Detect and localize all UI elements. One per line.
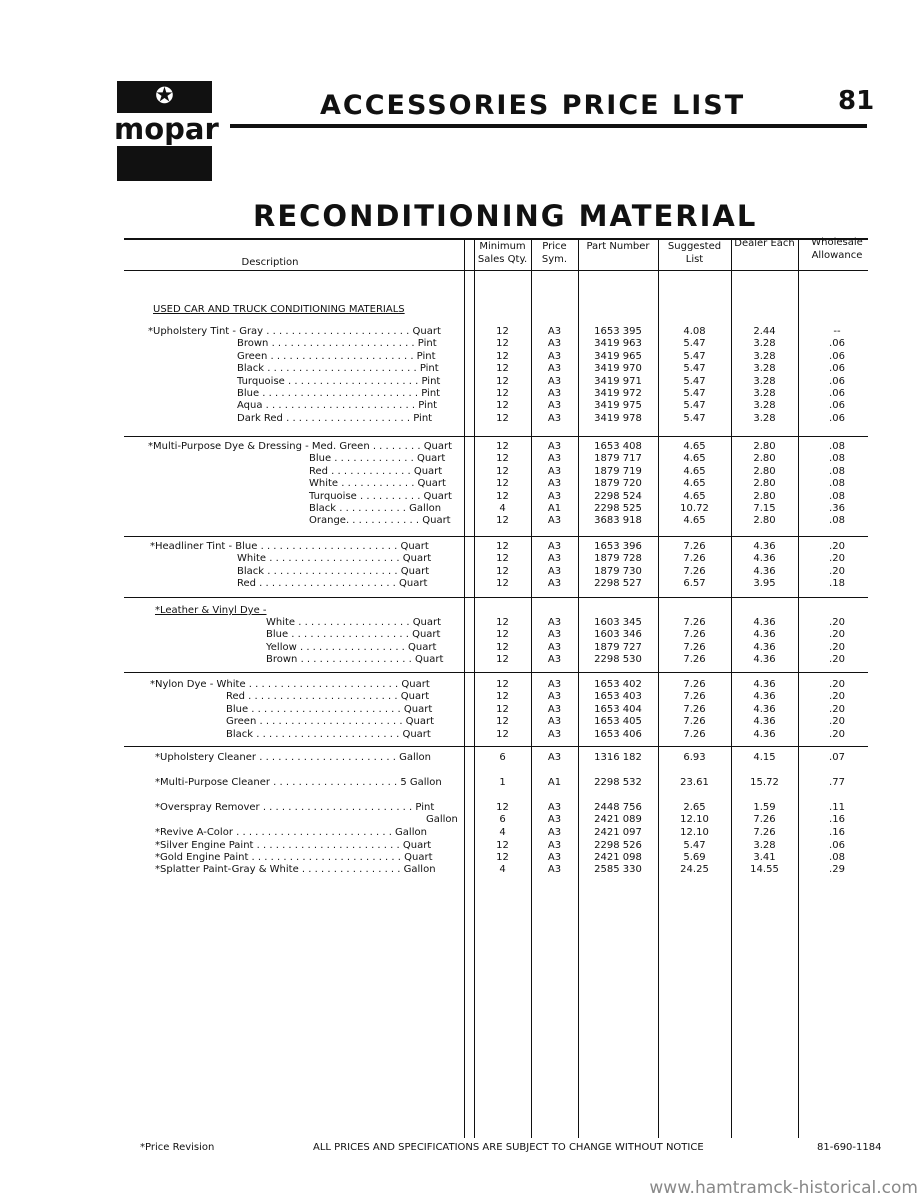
col-header-part-number: Part Number xyxy=(586,241,650,252)
cell-part: 2298 527 xyxy=(594,578,642,590)
cell-sym: A3 xyxy=(547,629,562,641)
cell-part: 1879 730 xyxy=(594,565,642,577)
page-title: ACCESSORIES PRICE LIST xyxy=(320,90,746,121)
cell-part: 2298 526 xyxy=(594,840,642,851)
row-description: *Nylon Dye - White . . . . . . . . . . . . . . . . . . . . . . . . Quart xyxy=(150,679,430,690)
cell-list: 2.65 xyxy=(683,802,706,813)
cell-part: 1653 395 xyxy=(594,326,642,337)
cell-allow: .06 xyxy=(829,375,845,387)
cell-sym: A3 xyxy=(547,679,562,690)
row-description: Aqua . . . . . . . . . . . . . . . . . . . . . . . . Pint xyxy=(237,400,438,412)
cell-qty: 12 xyxy=(496,465,509,477)
group-separator xyxy=(124,746,868,747)
cell-dealer: 3.28 xyxy=(753,363,776,375)
cell-sym: A3 xyxy=(547,840,562,851)
cell-sym: A3 xyxy=(547,363,562,375)
cell-allow: .06 xyxy=(829,388,845,399)
row-description: Blue . . . . . . . . . . . . . . . . . . . Quart xyxy=(266,629,441,641)
cell-sym: A3 xyxy=(547,515,562,527)
row-description: Green . . . . . . . . . . . . . . . . . . . . . . . Pint xyxy=(237,350,436,362)
row-description: Blue . . . . . . . . . . . . . . . . . . . . . . . . . Pint xyxy=(237,388,441,399)
cell-part: 3419 970 xyxy=(594,363,642,375)
cell-sym: A3 xyxy=(547,375,562,387)
subtitle: USED CAR AND TRUCK CONDITIONING MATERIALS xyxy=(153,304,405,315)
cell-sym: A3 xyxy=(547,326,562,337)
row-description: *Upholstery Cleaner . . . . . . . . . . . . . . . . . . . . . . Gallon xyxy=(155,752,431,763)
cell-qty: 12 xyxy=(496,441,509,452)
footer-code: 81-690-1184 xyxy=(817,1142,882,1153)
row-description: Black . . . . . . . . . . . Gallon xyxy=(309,503,442,514)
mopar-logo: mopar xyxy=(114,112,219,146)
row-description: *Splatter Paint-Gray & White . . . . . . . . . . . . . . . . Gallon xyxy=(155,864,436,875)
cell-list: 7.26 xyxy=(683,654,706,666)
cell-list: 24.25 xyxy=(680,864,709,875)
cell-part: 1316 182 xyxy=(594,752,642,763)
cell-sym: A3 xyxy=(547,338,562,350)
row-description: Black . . . . . . . . . . . . . . . . . . . . . . . . Pint xyxy=(237,363,439,375)
cell-list: 6.57 xyxy=(683,578,706,590)
row-description: *Overspray Remover . . . . . . . . . . . . . . . . . . . . . . . . Pint xyxy=(155,802,435,813)
cell-allow: .20 xyxy=(829,703,845,715)
row-description: *Gold Engine Paint . . . . . . . . . . . . . . . . . . . . . . . . Quart xyxy=(155,852,433,863)
cell-qty: 12 xyxy=(496,515,509,527)
cell-qty: 12 xyxy=(496,490,509,502)
cell-allow: .20 xyxy=(829,728,845,740)
cell-allow: .18 xyxy=(829,578,845,590)
cell-part: 1879 727 xyxy=(594,641,642,653)
cell-allow: .06 xyxy=(829,350,845,362)
cell-part: 3419 975 xyxy=(594,400,642,412)
cell-list: 5.47 xyxy=(683,375,706,387)
cell-part: 3683 918 xyxy=(594,515,642,527)
cell-dealer: 4.36 xyxy=(753,691,776,703)
cell-allow: .06 xyxy=(829,338,845,350)
cell-allow: .16 xyxy=(829,814,845,825)
cell-allow: .08 xyxy=(829,465,845,477)
row-description: *Revive A-Color . . . . . . . . . . . . . . . . . . . . . . . . . Gallon xyxy=(155,827,427,838)
cell-dealer: 4.36 xyxy=(753,728,776,740)
cell-qty: 12 xyxy=(496,326,509,337)
cell-list: 12.10 xyxy=(680,827,709,838)
cell-dealer: 4.36 xyxy=(753,629,776,641)
col-header-min-qty: Minimum Sales Qty. xyxy=(477,241,528,265)
cell-part: 1653 396 xyxy=(594,541,642,552)
footer-notice: ALL PRICES AND SPECIFICATIONS ARE SUBJECT TO CHANGE WITHOUT NOTICE xyxy=(313,1142,704,1153)
cell-allow: .20 xyxy=(829,716,845,728)
cell-list: 4.65 xyxy=(683,490,706,502)
cell-part: 1653 403 xyxy=(594,691,642,703)
cell-dealer: 4.36 xyxy=(753,641,776,653)
cell-list: 4.08 xyxy=(683,326,706,337)
cell-sym: A3 xyxy=(547,565,562,577)
cell-qty: 12 xyxy=(496,541,509,552)
cell-dealer: 2.80 xyxy=(753,453,776,465)
cell-list: 7.26 xyxy=(683,553,706,565)
cell-list: 7.26 xyxy=(683,629,706,641)
cell-qty: 12 xyxy=(496,565,509,577)
cell-qty: 4 xyxy=(499,503,506,514)
cell-qty: 12 xyxy=(496,641,509,653)
cell-sym: A3 xyxy=(547,827,562,838)
cell-sym: A3 xyxy=(547,864,562,875)
row-description: White . . . . . . . . . . . . Quart xyxy=(309,478,446,490)
cell-sym: A3 xyxy=(547,617,562,628)
cell-part: 1653 406 xyxy=(594,728,642,740)
col-header-wholesale: Wholesale Allowance xyxy=(811,237,863,261)
cell-dealer: 3.28 xyxy=(753,350,776,362)
cell-qty: 12 xyxy=(496,852,509,863)
cell-sym: A3 xyxy=(547,802,562,813)
cell-allow: .77 xyxy=(829,777,845,788)
cell-part: 1653 404 xyxy=(594,703,642,715)
cell-list: 7.26 xyxy=(683,703,706,715)
group-separator xyxy=(124,536,868,537)
cell-part: 3419 971 xyxy=(594,375,642,387)
row-description: *Silver Engine Paint . . . . . . . . . . . . . . . . . . . . . . . Quart xyxy=(155,840,432,851)
cell-dealer: 2.80 xyxy=(753,515,776,527)
cell-part: 1879 728 xyxy=(594,553,642,565)
col-header-price-sym: Price Sym. xyxy=(541,241,568,265)
pentastar-icon: ✪ xyxy=(155,84,174,109)
cell-allow: .20 xyxy=(829,617,845,628)
cell-allow: .11 xyxy=(829,802,845,813)
cell-qty: 12 xyxy=(496,478,509,490)
row-description: Dark Red . . . . . . . . . . . . . . . . . . . . Pint xyxy=(237,412,433,424)
cell-sym: A3 xyxy=(547,752,562,763)
cell-list: 7.26 xyxy=(683,716,706,728)
cell-sym: A3 xyxy=(547,578,562,590)
cell-part: 3419 965 xyxy=(594,350,642,362)
cell-sym: A3 xyxy=(547,852,562,863)
cell-list: 5.69 xyxy=(683,852,706,863)
logo-bottom-block xyxy=(117,146,212,181)
cell-allow: .20 xyxy=(829,629,845,641)
cell-qty: 12 xyxy=(496,388,509,399)
cell-list: 10.72 xyxy=(680,503,709,514)
cell-sym: A3 xyxy=(547,400,562,412)
row-description: Yellow . . . . . . . . . . . . . . . . . Quart xyxy=(266,641,437,653)
cell-qty: 12 xyxy=(496,400,509,412)
row-description: Blue . . . . . . . . . . . . . . . . . . . . . . . . Quart xyxy=(226,703,433,715)
cell-list: 5.47 xyxy=(683,840,706,851)
cell-qty: 6 xyxy=(499,814,506,825)
cell-qty: 12 xyxy=(496,338,509,350)
cell-part: 1603 345 xyxy=(594,617,642,628)
cell-allow: .36 xyxy=(829,503,845,514)
cell-dealer: 3.28 xyxy=(753,338,776,350)
cell-list: 4.65 xyxy=(683,453,706,465)
cell-list: 7.26 xyxy=(683,541,706,552)
cell-part: 1653 402 xyxy=(594,679,642,690)
cell-dealer: 3.28 xyxy=(753,375,776,387)
cell-allow: .20 xyxy=(829,641,845,653)
section-title: RECONDITIONING MATERIAL xyxy=(253,199,758,233)
cell-sym: A3 xyxy=(547,814,562,825)
row-description: White . . . . . . . . . . . . . . . . . . . . . Quart xyxy=(237,553,432,565)
cell-qty: 12 xyxy=(496,840,509,851)
col-header-description: Description xyxy=(241,257,299,268)
cell-allow: .20 xyxy=(829,679,845,690)
cell-list: 5.47 xyxy=(683,412,706,424)
cell-part: 2298 530 xyxy=(594,654,642,666)
cell-qty: 12 xyxy=(496,703,509,715)
cell-part: 2298 532 xyxy=(594,777,642,788)
cell-list: 5.47 xyxy=(683,363,706,375)
row-description: Brown . . . . . . . . . . . . . . . . . . . . . . . Pint xyxy=(237,338,437,350)
cell-qty: 4 xyxy=(499,864,506,875)
watermark: www.hamtramck-historical.com xyxy=(649,1178,918,1198)
cell-list: 7.26 xyxy=(683,691,706,703)
cell-part: 1653 408 xyxy=(594,441,642,452)
cell-list: 7.26 xyxy=(683,641,706,653)
row-description: Red . . . . . . . . . . . . . Quart xyxy=(309,465,443,477)
cell-dealer: 4.36 xyxy=(753,541,776,552)
cell-sym: A1 xyxy=(547,503,562,514)
row-description: *Multi-Purpose Cleaner . . . . . . . . . . . . . . . . . . . . 5 Gallon xyxy=(155,777,442,788)
cell-sym: A3 xyxy=(547,641,562,653)
row-description: Blue . . . . . . . . . . . . . Quart xyxy=(309,453,446,465)
cell-list: 7.26 xyxy=(683,728,706,740)
cell-part: 1653 405 xyxy=(594,716,642,728)
cell-allow: .07 xyxy=(829,752,845,763)
leather-category-label: *Leather & Vinyl Dye - xyxy=(155,605,267,616)
cell-qty: 12 xyxy=(496,629,509,641)
cell-allow: -- xyxy=(833,326,841,337)
row-description: Orange. . . . . . . . . . . . Quart xyxy=(309,515,451,527)
group-separator xyxy=(124,436,868,437)
row-description: Red . . . . . . . . . . . . . . . . . . . . . . Quart xyxy=(237,578,428,590)
cell-sym: A3 xyxy=(547,441,562,452)
cell-dealer: 14.55 xyxy=(750,864,779,875)
cell-list: 4.65 xyxy=(683,441,706,452)
logo-top-block xyxy=(117,81,212,113)
cell-allow: .08 xyxy=(829,478,845,490)
cell-sym: A3 xyxy=(547,716,562,728)
cell-list: 7.26 xyxy=(683,679,706,690)
cell-qty: 12 xyxy=(496,375,509,387)
cell-list: 5.47 xyxy=(683,350,706,362)
cell-allow: .08 xyxy=(829,490,845,502)
cell-dealer: 4.15 xyxy=(753,752,776,763)
cell-sym: A1 xyxy=(547,777,562,788)
page-number: 81 xyxy=(838,86,875,116)
cell-allow: .20 xyxy=(829,565,845,577)
cell-sym: A3 xyxy=(547,691,562,703)
cell-dealer: 7.26 xyxy=(753,814,776,825)
cell-sym: A3 xyxy=(547,703,562,715)
cell-dealer: 4.36 xyxy=(753,617,776,628)
cell-sym: A3 xyxy=(547,490,562,502)
row-description: Turquoise . . . . . . . . . . . . . . . . . . . . . Pint xyxy=(237,375,441,387)
cell-allow: .08 xyxy=(829,453,845,465)
cell-sym: A3 xyxy=(547,541,562,552)
cell-dealer: 2.80 xyxy=(753,465,776,477)
cell-qty: 4 xyxy=(499,827,506,838)
row-description: Turquoise . . . . . . . . . . Quart xyxy=(309,490,452,502)
cell-allow: .08 xyxy=(829,852,845,863)
cell-part: 1603 346 xyxy=(594,629,642,641)
cell-sym: A3 xyxy=(547,478,562,490)
cell-qty: 6 xyxy=(499,752,506,763)
cell-allow: .06 xyxy=(829,412,845,424)
cell-part: 2585 330 xyxy=(594,864,642,875)
cell-qty: 12 xyxy=(496,802,509,813)
cell-allow: .06 xyxy=(829,840,845,851)
row-description: *Headliner Tint - Blue . . . . . . . . . . . . . . . . . . . . . . Quart xyxy=(150,541,429,552)
cell-dealer: 4.36 xyxy=(753,703,776,715)
cell-allow: .20 xyxy=(829,541,845,552)
cell-list: 7.26 xyxy=(683,617,706,628)
cell-dealer: 3.28 xyxy=(753,840,776,851)
cell-list: 5.47 xyxy=(683,388,706,399)
row-description: Brown . . . . . . . . . . . . . . . . . . Quart xyxy=(266,654,444,666)
header-rule xyxy=(230,124,867,128)
cell-sym: A3 xyxy=(547,350,562,362)
cell-part: 2421 089 xyxy=(594,814,642,825)
cell-qty: 1 xyxy=(499,777,506,788)
group-separator xyxy=(124,672,868,673)
cell-dealer: 2.80 xyxy=(753,478,776,490)
cell-part: 1879 719 xyxy=(594,465,642,477)
cell-dealer: 2.80 xyxy=(753,490,776,502)
cell-dealer: 4.36 xyxy=(753,716,776,728)
cell-qty: 12 xyxy=(496,363,509,375)
cell-list: 12.10 xyxy=(680,814,709,825)
cell-part: 3419 972 xyxy=(594,388,642,399)
cell-allow: .20 xyxy=(829,691,845,703)
cell-list: 5.47 xyxy=(683,338,706,350)
cell-dealer: 2.44 xyxy=(753,326,776,337)
cell-sym: A3 xyxy=(547,654,562,666)
cell-list: 5.47 xyxy=(683,400,706,412)
cell-part: 1879 717 xyxy=(594,453,642,465)
col-header-dealer-each: Dealer Each xyxy=(734,238,795,249)
cell-allow: .08 xyxy=(829,515,845,527)
cell-qty: 12 xyxy=(496,412,509,424)
cell-part: 2421 097 xyxy=(594,827,642,838)
cell-qty: 12 xyxy=(496,617,509,628)
cell-list: 4.65 xyxy=(683,478,706,490)
cell-qty: 12 xyxy=(496,679,509,690)
cell-dealer: 4.36 xyxy=(753,654,776,666)
cell-dealer: 3.28 xyxy=(753,400,776,412)
cell-list: 23.61 xyxy=(680,777,709,788)
cell-allow: .16 xyxy=(829,827,845,838)
cell-qty: 12 xyxy=(496,453,509,465)
cell-sym: A3 xyxy=(547,728,562,740)
row-description: Black . . . . . . . . . . . . . . . . . . . . . . . Quart xyxy=(226,728,431,740)
cell-dealer: 7.15 xyxy=(753,503,776,514)
cell-sym: A3 xyxy=(547,388,562,399)
cell-qty: 12 xyxy=(496,728,509,740)
cell-list: 4.65 xyxy=(683,465,706,477)
cell-allow: .20 xyxy=(829,553,845,565)
cell-dealer: 15.72 xyxy=(750,777,779,788)
footer-note: *Price Revision xyxy=(140,1142,215,1153)
cell-part: 2421 098 xyxy=(594,852,642,863)
cell-part: 3419 963 xyxy=(594,338,642,350)
cell-part: 2298 524 xyxy=(594,490,642,502)
cell-dealer: 3.95 xyxy=(753,578,776,590)
cell-qty: 12 xyxy=(496,716,509,728)
table-header-rule xyxy=(124,270,868,271)
cell-list: 7.26 xyxy=(683,565,706,577)
cell-qty: 12 xyxy=(496,691,509,703)
cell-allow: .08 xyxy=(829,441,845,452)
row-description: *Upholstery Tint - Gray . . . . . . . . . . . . . . . . . . . . . . . Quart xyxy=(148,326,441,337)
cell-list: 4.65 xyxy=(683,515,706,527)
row-description: Green . . . . . . . . . . . . . . . . . . . . . . . Quart xyxy=(226,716,435,728)
row-description: Black . . . . . . . . . . . . . . . . . . . . . Quart xyxy=(237,565,430,577)
cell-dealer: 3.28 xyxy=(753,388,776,399)
row-description: *Multi-Purpose Dye & Dressing - Med. Green . . . . . . . . Quart xyxy=(148,441,453,452)
cell-qty: 12 xyxy=(496,553,509,565)
row-description: White . . . . . . . . . . . . . . . . . . Quart xyxy=(266,617,442,628)
cell-part: 2298 525 xyxy=(594,503,642,514)
cell-sym: A3 xyxy=(547,412,562,424)
cell-sym: A3 xyxy=(547,465,562,477)
cell-part: 3419 978 xyxy=(594,412,642,424)
cell-dealer: 4.36 xyxy=(753,553,776,565)
cell-allow: .29 xyxy=(829,864,845,875)
cell-sym: A3 xyxy=(547,553,562,565)
cell-qty: 12 xyxy=(496,350,509,362)
cell-dealer: 4.36 xyxy=(753,565,776,577)
cell-dealer: 3.28 xyxy=(753,412,776,424)
cell-qty: 12 xyxy=(496,578,509,590)
cell-allow: .06 xyxy=(829,400,845,412)
cell-list: 6.93 xyxy=(683,752,706,763)
cell-dealer: 3.41 xyxy=(753,852,776,863)
cell-part: 1879 720 xyxy=(594,478,642,490)
cell-dealer: 1.59 xyxy=(753,802,776,813)
cell-dealer: 4.36 xyxy=(753,679,776,690)
column-divider xyxy=(464,238,465,1138)
cell-dealer: 2.80 xyxy=(753,441,776,452)
cell-qty: 12 xyxy=(496,654,509,666)
row-description: Red . . . . . . . . . . . . . . . . . . . . . . . . Quart xyxy=(226,691,430,703)
row-description: Gallon xyxy=(426,814,458,825)
cell-sym: A3 xyxy=(547,453,562,465)
cell-dealer: 7.26 xyxy=(753,827,776,838)
col-header-suggested-list: Suggested List xyxy=(667,241,722,265)
group-separator xyxy=(124,597,868,598)
cell-part: 2448 756 xyxy=(594,802,642,813)
cell-allow: .20 xyxy=(829,654,845,666)
cell-allow: .06 xyxy=(829,363,845,375)
